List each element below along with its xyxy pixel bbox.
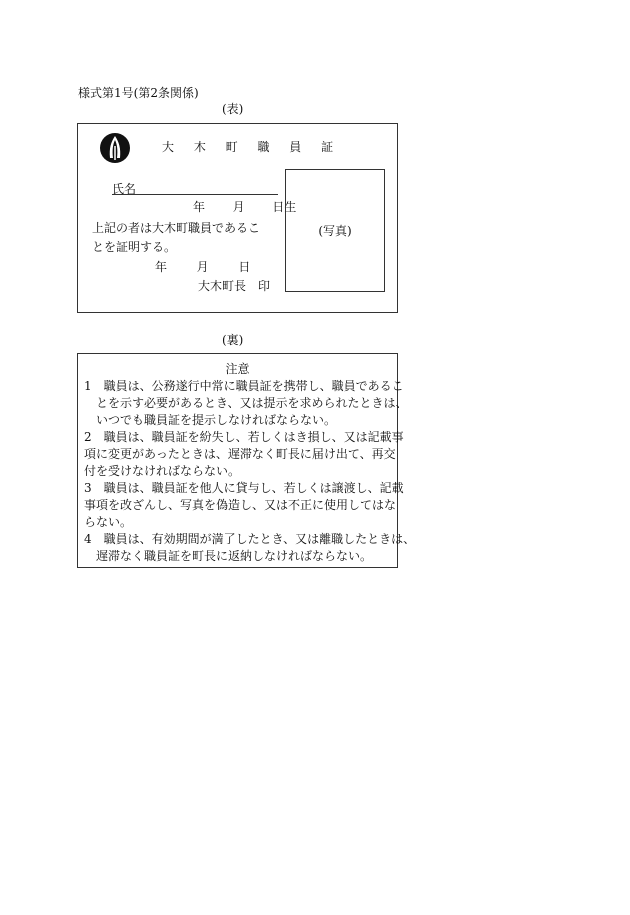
back-label: (裏) [222,333,244,347]
note-line: 4 職員は、有効期間が満了したとき、又は離職したときは、 [84,532,416,546]
form-title: 様式第1号(第2条関係) [78,86,199,100]
birth-year-label: 年 [193,200,206,214]
note-item-1 [84,378,408,429]
note-line: 1 職員は、公務遂行中常に職員証を携帯し、職員であるこ [84,379,404,393]
birth-date-row [193,198,296,215]
note-line: 事項を改ざんし、写真を偽造し、又は不正に使用してはな [84,498,397,512]
issue-day-label: 日 [238,260,251,274]
town-emblem-icon [99,132,131,164]
id-card-front [77,123,398,313]
note-line: 3 職員は、職員証を他人に貸与し、若しくは譲渡し、記載 [84,481,404,495]
note-line: 2 職員は、職員証を紛失し、若しくはき損し、又は記載事 [84,430,404,444]
notes-title: 注意 [225,362,250,376]
certification-line-1: 上記の者は大木町職員であるこ [92,221,261,235]
front-label: (表) [222,102,244,116]
photo-box [285,169,385,292]
note-item-2 [84,429,404,480]
note-line: 付を受けなければならない。 [84,464,241,478]
birth-day-label: 日生 [272,200,297,214]
note-item-4 [84,531,416,565]
mayor-seal-line: 大木町長 印 [198,279,271,293]
note-line: 項に変更があったときは、遅滞なく町長に届け出て、再交 [84,447,396,461]
issue-date-row [155,258,250,275]
note-line: 遅滞なく職員証を町長に返納しなければならない。 [96,549,373,563]
name-label: 氏名 [112,182,137,196]
card-title: 大 木 町 職 員 証 [162,140,342,154]
note-line: とを示す必要があるとき、又は提示を求められたときは、 [96,396,408,410]
note-line: いつでも職員証を提示しなければならない。 [96,413,337,427]
name-underline [112,194,278,195]
certification-line-2: とを証明する。 [92,240,177,254]
note-line: らない。 [84,515,133,529]
note-item-3 [84,480,404,531]
id-card-back [77,353,416,568]
issue-year-label: 年 [155,260,168,274]
birth-month-label: 月 [232,200,245,214]
issue-month-label: 月 [196,260,209,274]
photo-label: (写真) [318,224,352,238]
